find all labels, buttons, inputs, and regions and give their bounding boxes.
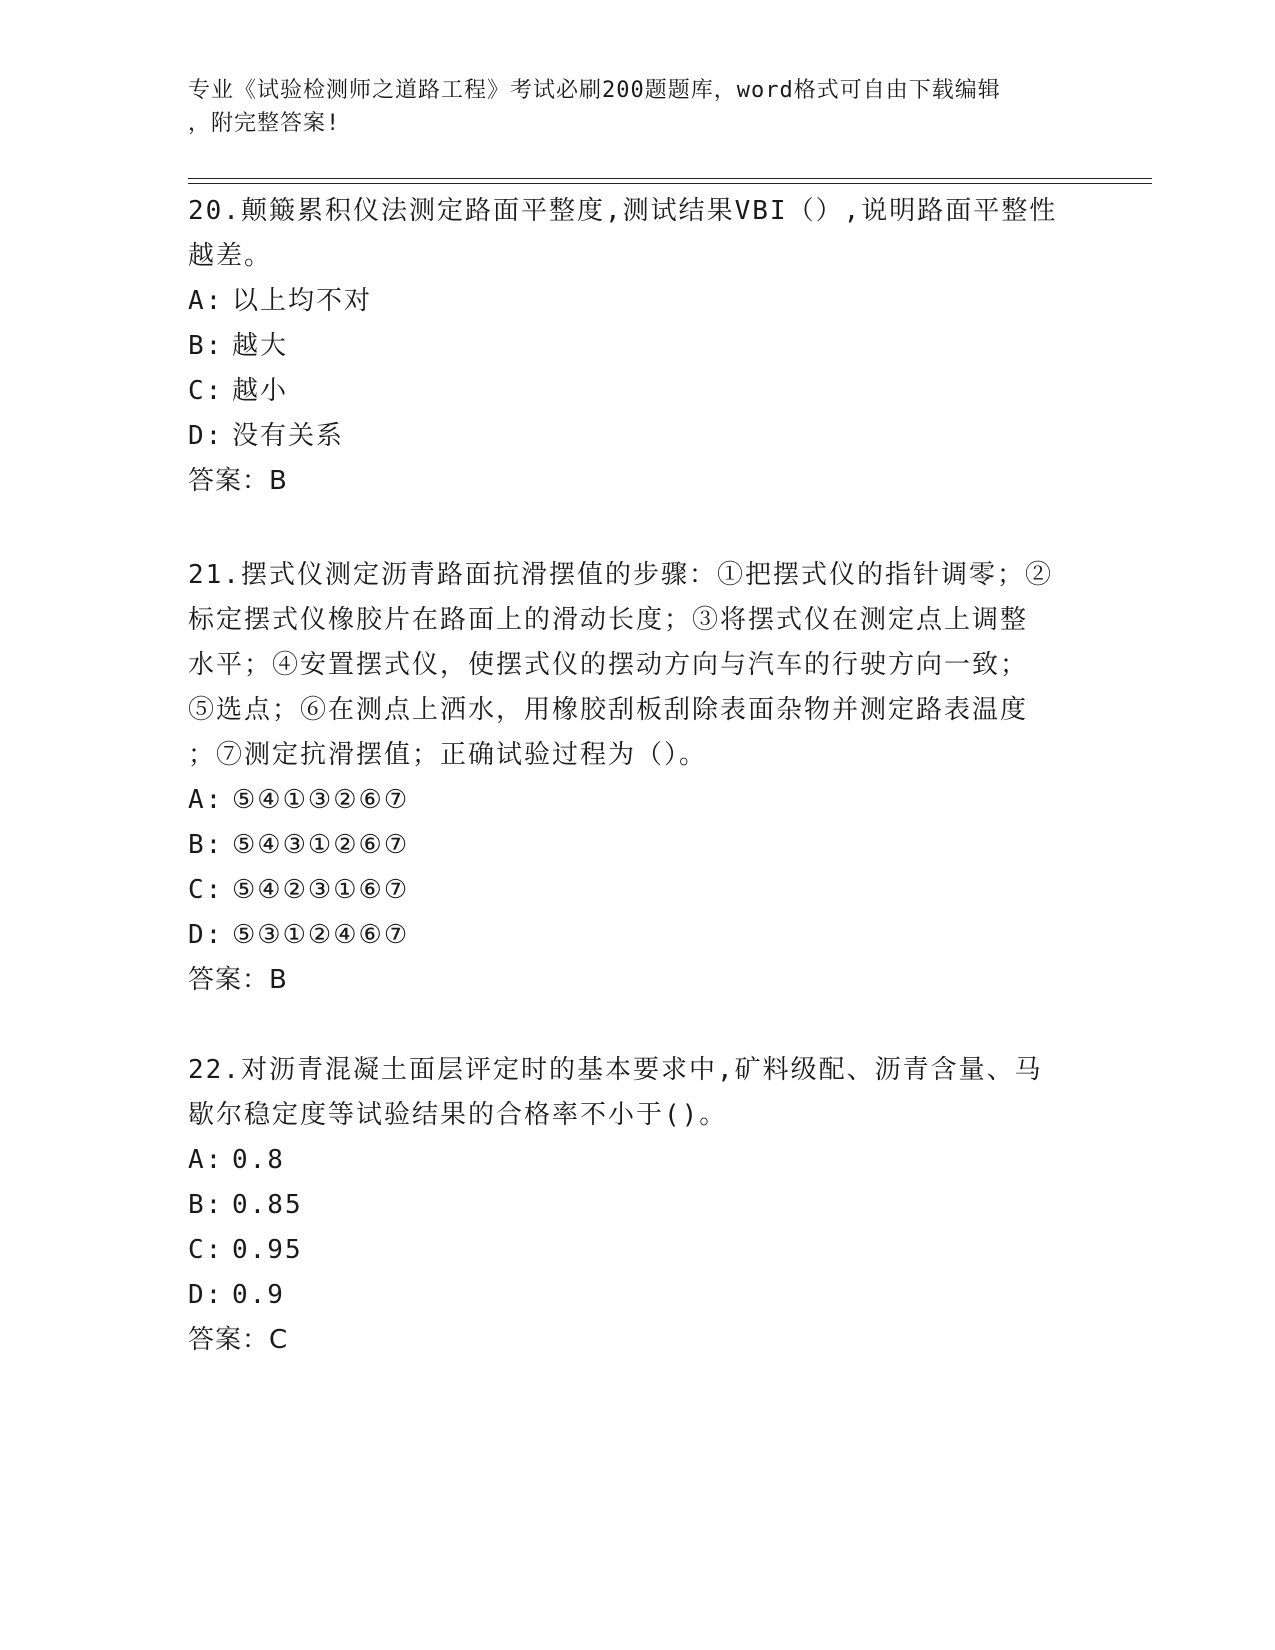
question-21: [188, 553, 1088, 1003]
option-a: [188, 1138, 1088, 1183]
question-stem-line: ⑤选点；⑥在测点上洒水，用橡胶刮板刮除表面杂物并测定路表温度: [188, 695, 1029, 725]
option-letter: C:: [188, 1235, 224, 1265]
option-text: 0.85: [232, 1190, 303, 1220]
option-d: [188, 414, 1088, 459]
question-stem: [188, 189, 1088, 279]
question-stem-line: 22.对沥青混凝土面层评定时的基本要求中,矿料级配、沥青含量、马: [188, 1055, 1043, 1085]
question-stem-line: 水平；④安置摆式仪，使摆式仪的摆动方向与汽车的行驶方向一致；: [188, 650, 1029, 680]
question-stem-line: 歇尔稳定度等试验结果的合格率不小于()。: [188, 1100, 728, 1130]
answer-line: 答案：B: [188, 466, 288, 496]
option-text: 0.95: [232, 1235, 303, 1265]
question-stem-line: 标定摆式仪橡胶片在路面上的滑动长度；③将摆式仪在测定点上调整: [188, 605, 1029, 635]
answer-line: 答案：B: [188, 965, 288, 995]
option-letter: B:: [188, 1190, 224, 1220]
question-stem: [188, 553, 1088, 778]
option-text: ⑤③①②④⑥⑦: [232, 920, 410, 950]
question-stem: [188, 1048, 1088, 1138]
option-text: 以上均不对: [232, 286, 373, 316]
option-letter: B:: [188, 331, 224, 361]
option-text: 越大: [232, 331, 289, 361]
option-letter: C:: [188, 376, 224, 406]
option-a: [188, 279, 1088, 324]
question-stem-line: 21.摆式仪测定沥青路面抗滑摆值的步骤：①把摆式仪的指针调零；②: [188, 560, 1053, 590]
option-text: 越小: [232, 376, 289, 406]
option-text: ⑤④③①②⑥⑦: [232, 830, 410, 860]
option-d: [188, 1273, 1088, 1318]
option-c: [188, 868, 1088, 913]
option-text: ⑤④①③②⑥⑦: [232, 785, 410, 815]
option-letter: B:: [188, 830, 224, 860]
option-letter: D:: [188, 1280, 224, 1310]
header-line-1: 专业《试验检测师之道路工程》考试必刷200题题库，word格式可自由下载编辑: [188, 78, 1001, 103]
option-letter: D:: [188, 421, 224, 451]
option-c: [188, 369, 1088, 414]
option-text: 没有关系: [232, 421, 345, 451]
option-c: [188, 1228, 1088, 1273]
option-d: [188, 913, 1088, 958]
option-letter: A:: [188, 785, 224, 815]
option-letter: C:: [188, 875, 224, 905]
option-letter: A:: [188, 286, 224, 316]
question-stem-line: 越差。: [188, 241, 273, 271]
question-stem-line: ；⑦测定抗滑摆值；正确试验过程为（）。: [188, 740, 708, 770]
question-22: [188, 1048, 1088, 1363]
option-b: [188, 324, 1088, 369]
answer-line: 答案：C: [188, 1325, 289, 1355]
option-letter: D:: [188, 920, 224, 950]
option-b: [188, 823, 1088, 868]
header-divider: [188, 178, 1152, 184]
option-text: ⑤④②③①⑥⑦: [232, 875, 410, 905]
question-stem-line: 20.颠簸累积仪法测定路面平整度,测试结果VBI（）,说明路面平整性: [188, 196, 1058, 226]
option-text: 0.8: [232, 1145, 285, 1175]
option-text: 0.9: [232, 1280, 285, 1310]
option-letter: A:: [188, 1145, 224, 1175]
document-header: [188, 74, 1088, 140]
question-20: [188, 189, 1088, 504]
header-line-2: ，附完整答案!: [188, 111, 341, 136]
option-b: [188, 1183, 1088, 1228]
option-a: [188, 778, 1088, 823]
